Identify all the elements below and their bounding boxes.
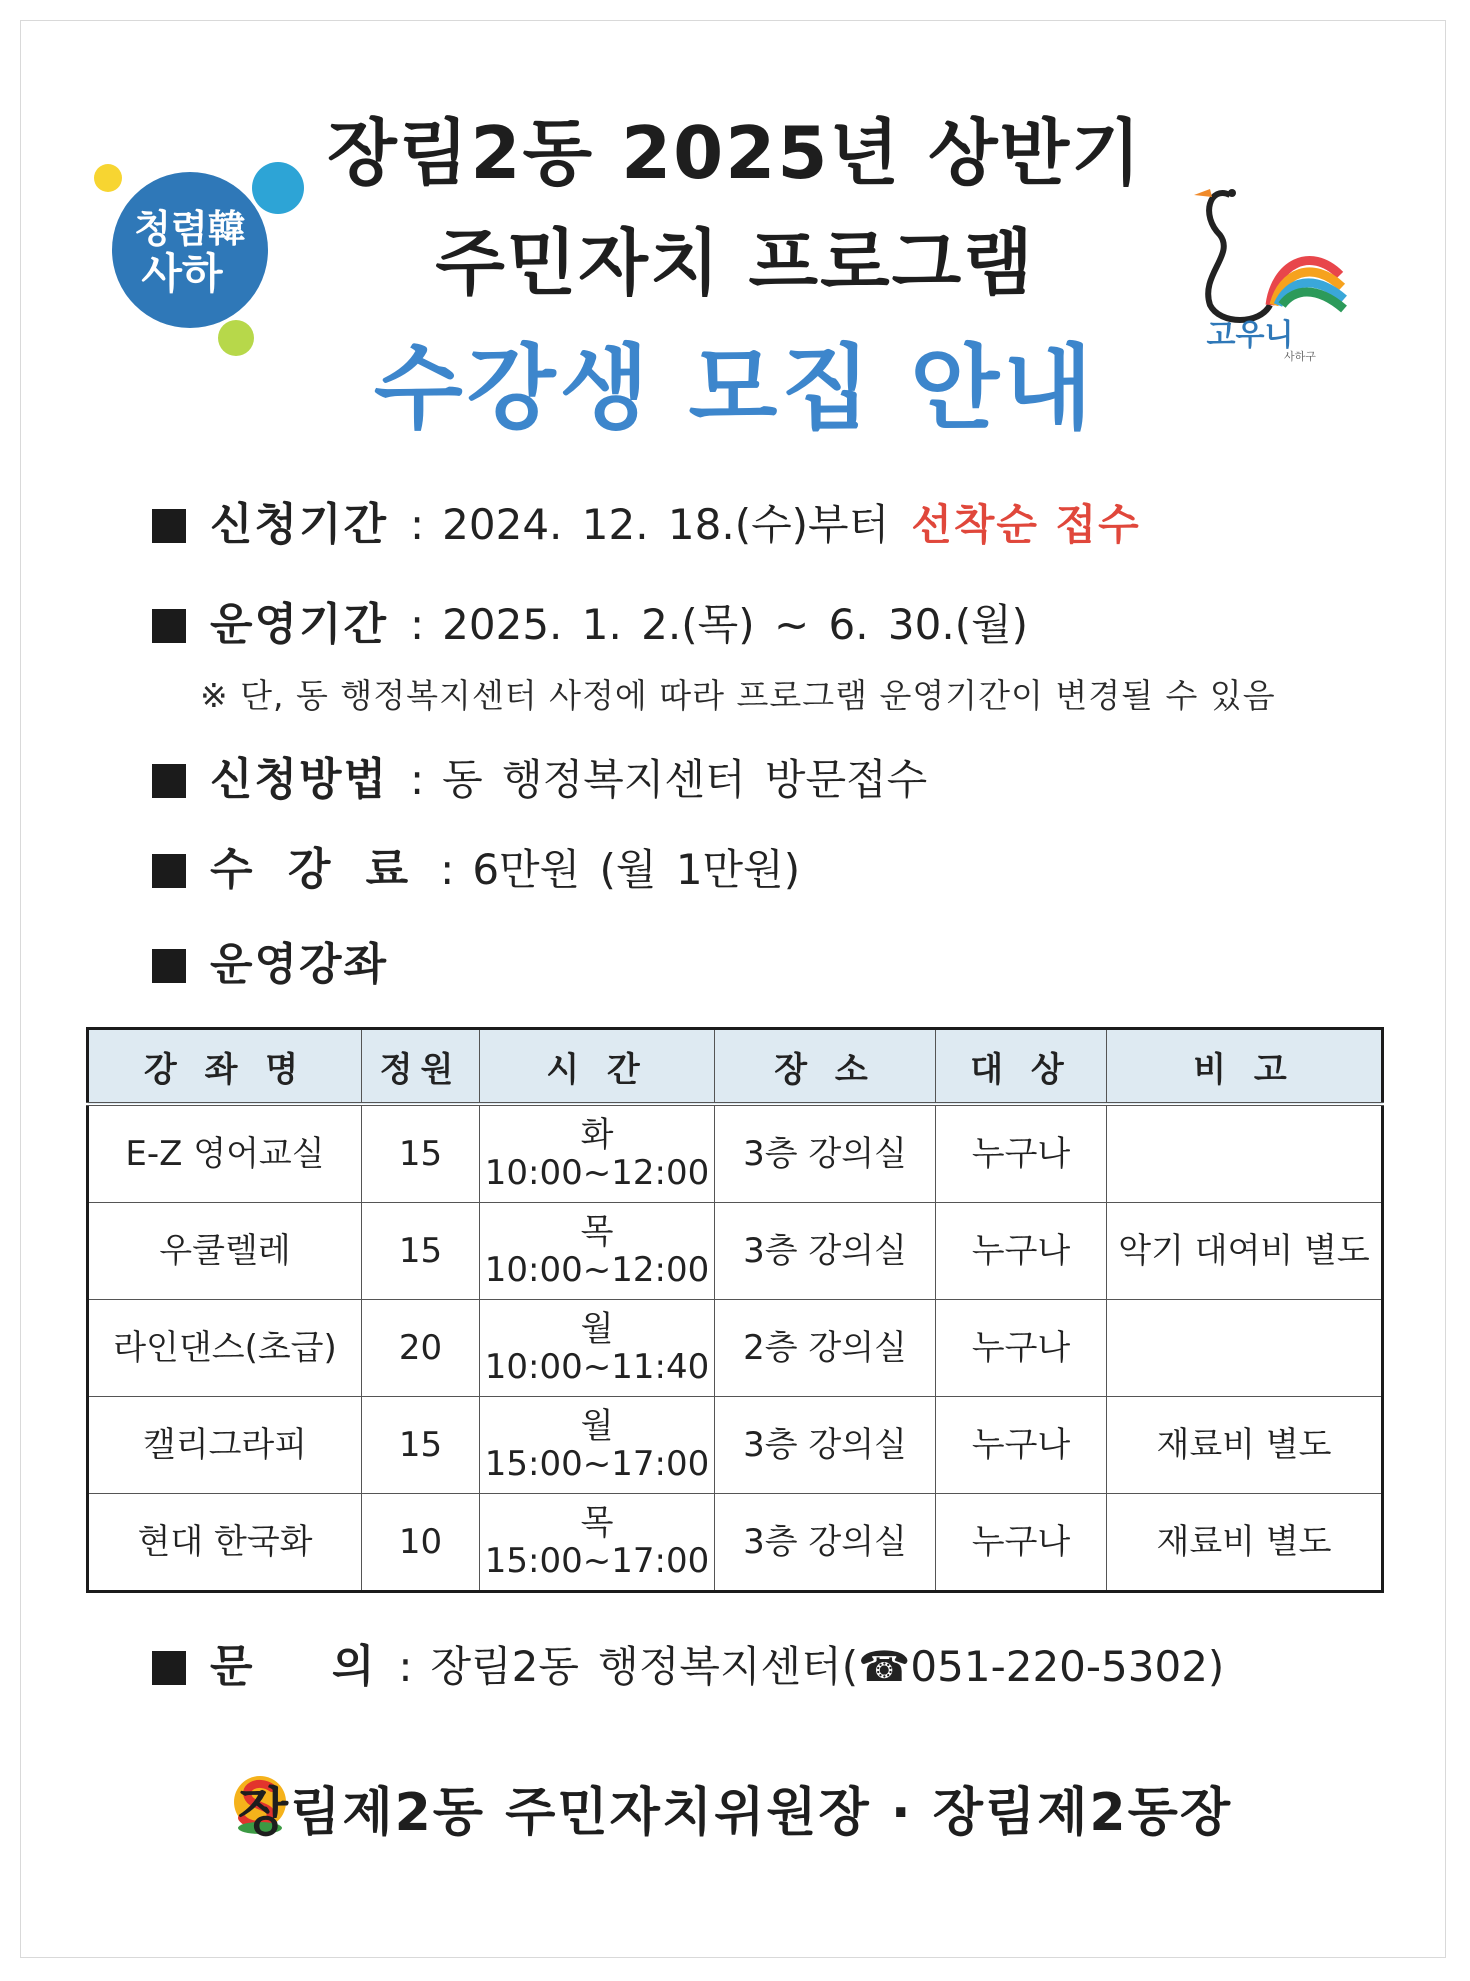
course-time [480, 1300, 715, 1397]
colon: : [398, 1642, 413, 1691]
course-note: 재료비 별도 [1107, 1397, 1383, 1494]
fee-row [152, 833, 800, 897]
title-line-1: 장림2동 2025년 상반기 [327, 111, 1143, 195]
course-note: 재료비 별도 [1107, 1494, 1383, 1592]
method-value: 동 행정복지센터 방문접수 [442, 755, 928, 804]
apply-period-value: 2024. 12. 18.(수)부터 [442, 500, 890, 549]
course-note [1107, 1300, 1383, 1397]
col-header-note: 비 고 [1107, 1029, 1383, 1105]
first-come-highlight: 선착순 접수 [911, 500, 1141, 549]
table-row [88, 1104, 1383, 1203]
course-target: 누구나 [936, 1397, 1107, 1494]
courses-label: 운영강좌 [210, 939, 389, 990]
title-line-3: 수강생 모집 안내 [373, 335, 1097, 442]
bullet-square-icon [152, 854, 186, 888]
course-day: 월 [580, 1309, 614, 1349]
course-capacity: 20 [362, 1300, 480, 1397]
footer-signature: 장림제2동 주민자치위원장 · 장림제2동장 [237, 1783, 1233, 1843]
table-row [88, 1397, 1383, 1494]
logo-left-text-2: 사하 [141, 249, 223, 298]
bullet-square-icon [152, 1651, 186, 1685]
contact-label: 문 의 [210, 1641, 377, 1692]
colon: : [410, 500, 425, 549]
course-note: 악기 대여비 별도 [1107, 1203, 1383, 1300]
col-header-time: 시 간 [480, 1029, 715, 1105]
bullet-square-icon [152, 764, 186, 798]
course-time [480, 1203, 715, 1300]
course-place: 3층 강의실 [715, 1104, 936, 1203]
course-day: 목 [580, 1503, 614, 1543]
apply-period-label: 신청기간 [210, 499, 389, 550]
course-time-range: 15:00~17:00 [484, 1444, 710, 1484]
fee-value: 6만원 (월 1만원) [472, 845, 801, 894]
course-place: 3층 강의실 [715, 1203, 936, 1300]
apply-period-row [152, 488, 1141, 552]
course-day: 월 [580, 1406, 614, 1446]
table-row [88, 1203, 1383, 1300]
course-capacity: 15 [362, 1397, 480, 1494]
run-period-row [152, 588, 1028, 652]
course-name: 라인댄스(초급) [88, 1300, 362, 1397]
logo-right-text: 고우니 [1206, 318, 1294, 353]
course-time [480, 1494, 715, 1592]
course-time [480, 1104, 715, 1203]
col-header-target: 대 상 [936, 1029, 1107, 1105]
bullet-square-icon [152, 609, 186, 643]
course-target: 누구나 [936, 1494, 1107, 1592]
course-place: 2층 강의실 [715, 1300, 936, 1397]
course-day: 목 [580, 1212, 614, 1252]
course-capacity: 15 [362, 1104, 480, 1203]
course-note [1107, 1104, 1383, 1203]
course-place: 3층 강의실 [715, 1494, 936, 1592]
colon: : [440, 845, 455, 894]
courses-heading-row [152, 928, 388, 992]
courses-table [86, 1027, 1384, 1593]
col-header-name: 강 좌 명 [88, 1029, 362, 1105]
course-place: 3층 강의실 [715, 1397, 936, 1494]
course-time-range: 10:00~11:40 [484, 1347, 710, 1387]
course-name: 우쿨렐레 [88, 1203, 362, 1300]
course-name: E-Z 영어교실 [88, 1104, 362, 1203]
method-label: 신청방법 [210, 754, 389, 805]
course-capacity: 10 [362, 1494, 480, 1592]
course-target: 누구나 [936, 1104, 1107, 1203]
col-header-place: 장 소 [715, 1029, 936, 1105]
contact-value: 장림2동 행정복지센터(☎051-220-5302) [430, 1642, 1225, 1691]
colon: : [410, 600, 425, 649]
logo-left-text-1: 청렴韓 [134, 207, 246, 251]
col-header-capacity: 정원 [362, 1029, 480, 1105]
course-time-range: 15:00~17:00 [484, 1541, 710, 1581]
run-period-label: 운영기간 [210, 599, 389, 650]
course-capacity: 15 [362, 1203, 480, 1300]
run-period-value: 2025. 1. 2.(목) ~ 6. 30.(월) [442, 600, 1029, 649]
course-day: 화 [580, 1115, 614, 1155]
logo-right-sub: 사하구 [1284, 350, 1316, 363]
method-row [152, 743, 927, 807]
table-header-row [88, 1029, 1383, 1105]
course-name: 캘리그라피 [88, 1397, 362, 1494]
period-note: ※ 단, 동 행정복지센터 사정에 따라 프로그램 운영기간이 변경될 수 있음 [200, 676, 1276, 715]
table-row [88, 1300, 1383, 1397]
course-name: 현대 한국화 [88, 1494, 362, 1592]
course-time-range: 10:00~12:00 [484, 1153, 710, 1193]
course-target: 누구나 [936, 1203, 1107, 1300]
course-time [480, 1397, 715, 1494]
colon: : [410, 755, 425, 804]
course-time-range: 10:00~12:00 [484, 1250, 710, 1290]
contact-row [152, 1630, 1224, 1694]
table-row [88, 1494, 1383, 1592]
bullet-square-icon [152, 509, 186, 543]
bullet-square-icon [152, 949, 186, 983]
fee-label: 수 강 료 [210, 844, 419, 895]
course-target: 누구나 [936, 1300, 1107, 1397]
title-line-2: 주민자치 프로그램 [435, 221, 1035, 305]
